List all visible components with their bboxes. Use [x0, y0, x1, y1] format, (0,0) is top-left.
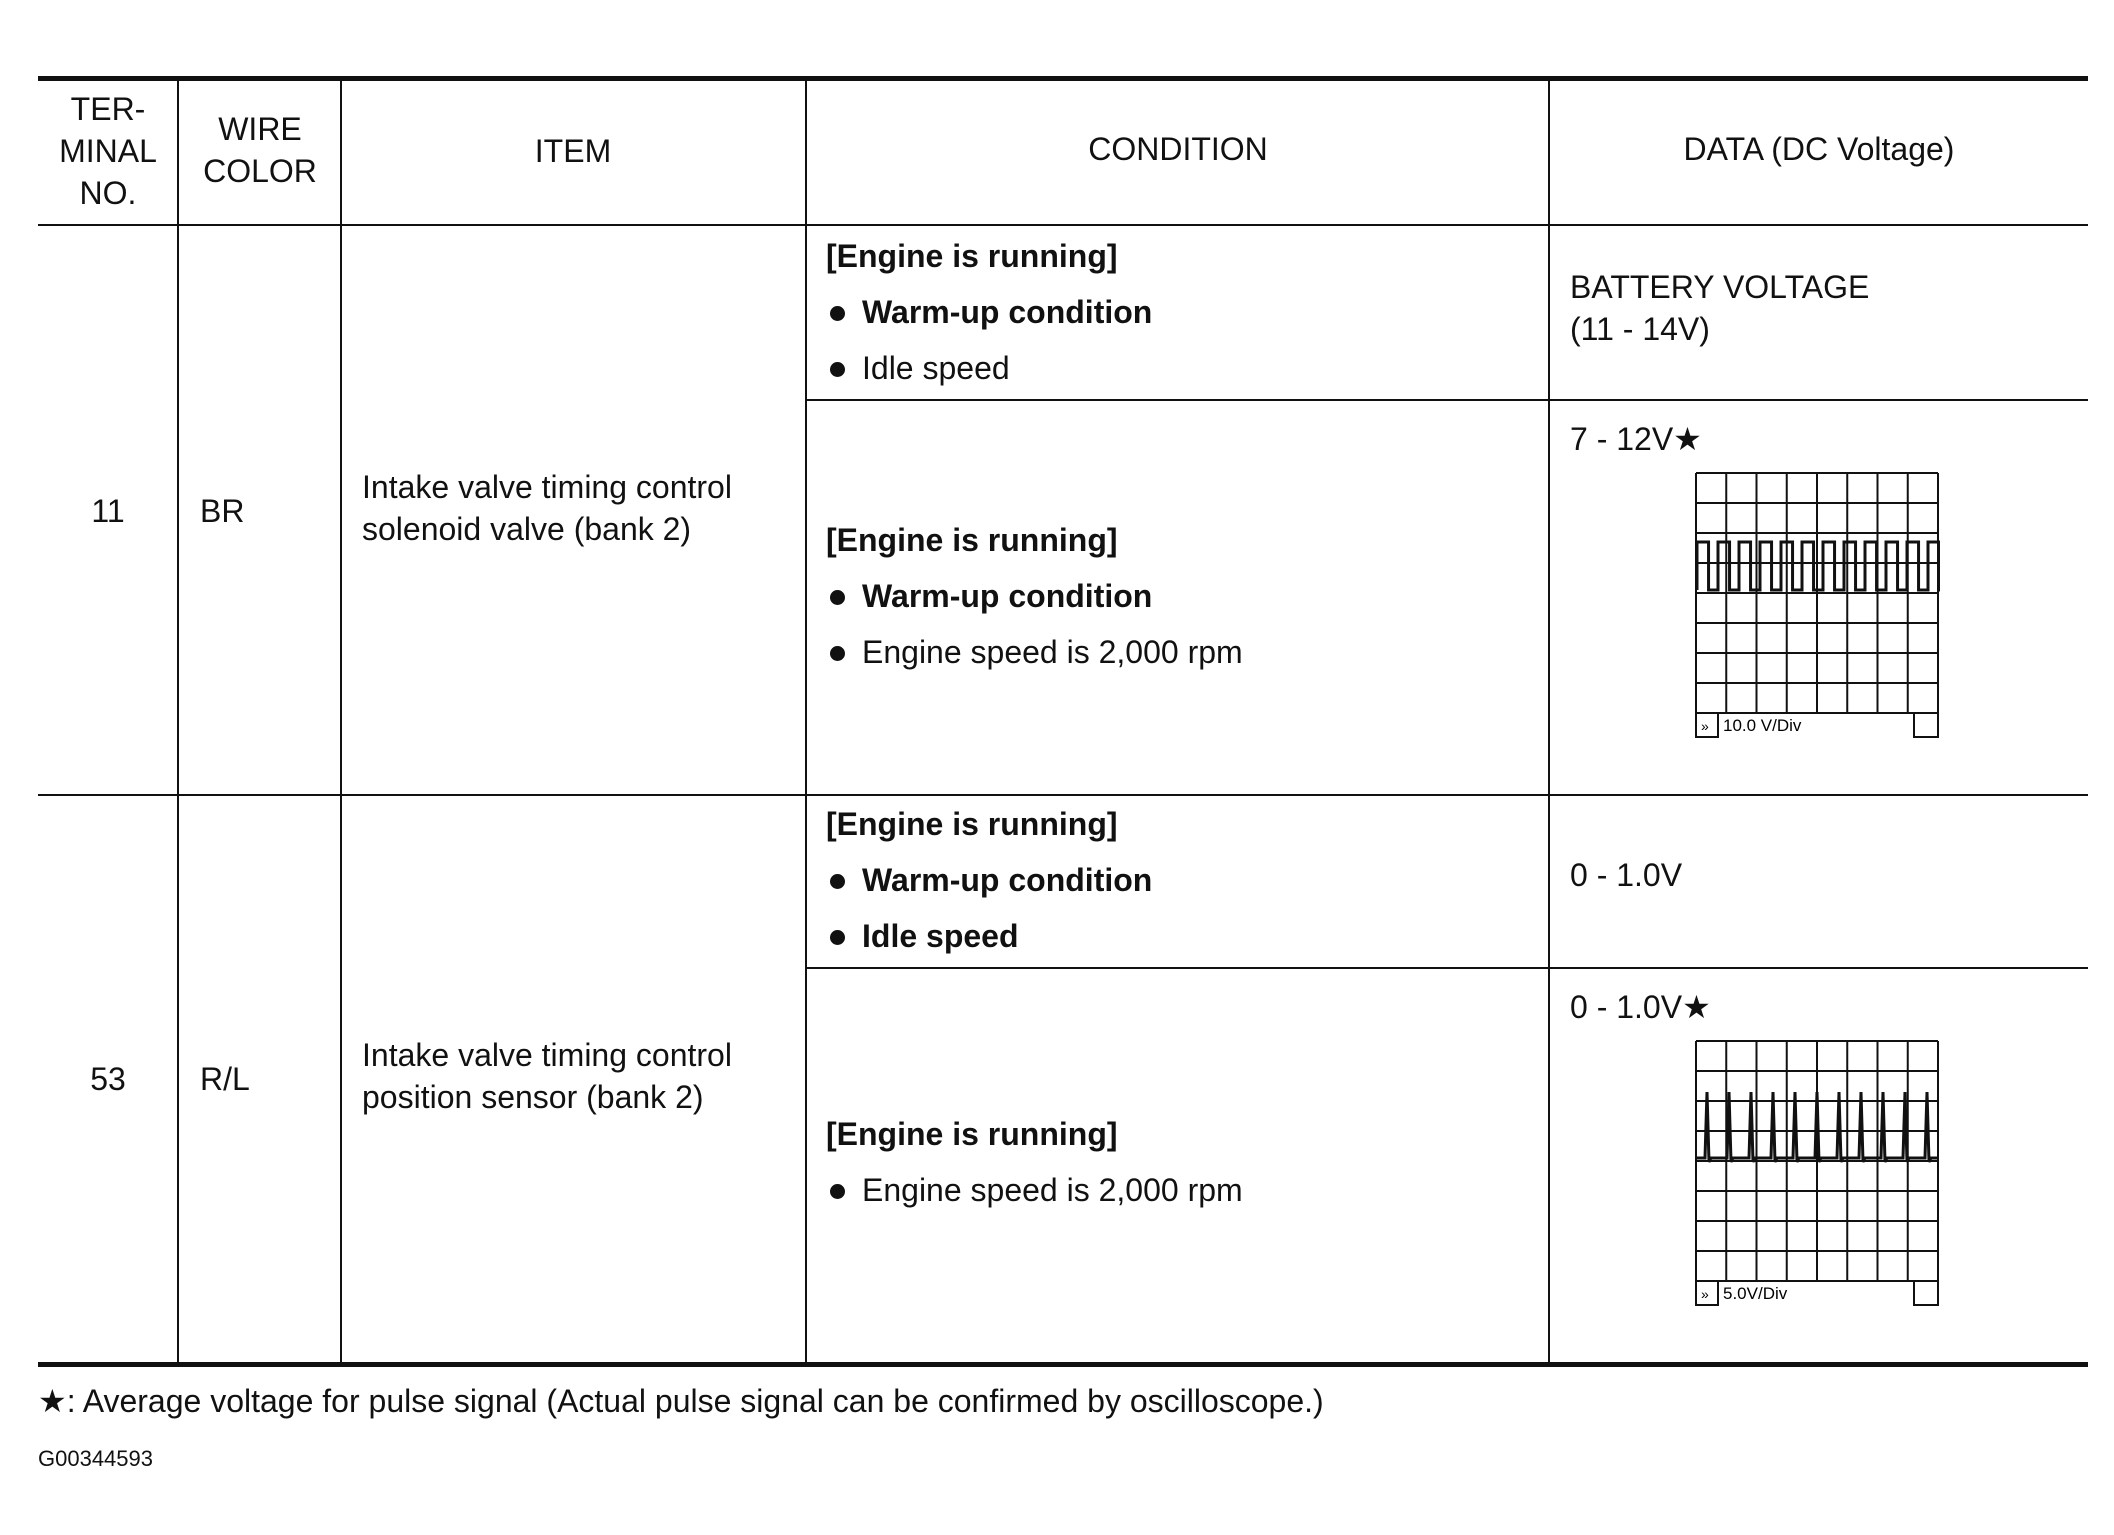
col-divider	[805, 80, 807, 1364]
col-divider	[340, 80, 342, 1364]
terminal-number: 53	[90, 1061, 126, 1097]
condition-bullet: Engine speed is 2,000 rpm	[826, 1162, 1243, 1218]
condition-bullet: Warm-up condition	[826, 568, 1243, 624]
condition-cell	[826, 228, 1152, 396]
wire-color: BR	[200, 493, 245, 529]
condition-cell	[826, 796, 1152, 964]
data-value: 7 - 12V★	[1570, 421, 1702, 457]
wire-color: R/L	[200, 1061, 250, 1097]
oscilloscope-waveform	[1695, 472, 1940, 738]
figure-code: G00344593	[38, 1446, 153, 1471]
scope-scale-label: 10.0 V/Div	[1723, 716, 1802, 735]
condition-cell	[826, 512, 1243, 680]
item-description: Intake valve timing control solenoid valve (bank 2)	[362, 469, 732, 547]
header-wire-color: WIRE COLOR	[203, 111, 317, 189]
condition-title: [Engine is running]	[826, 1116, 1118, 1152]
header-condition: CONDITION	[1088, 131, 1268, 167]
item-description: Intake valve timing control position sensor (bank 2)	[362, 1037, 732, 1115]
table-bottom-rule	[38, 1362, 2088, 1367]
col-divider	[177, 80, 179, 1364]
footnote: ★: Average voltage for pulse signal (Actual pulse signal can be confirmed by oscilloscope.)	[38, 1383, 1324, 1419]
condition-bullet: Warm-up condition	[826, 284, 1152, 340]
table-top-rule	[38, 76, 2088, 81]
header-item: ITEM	[534, 133, 612, 169]
condition-bullet: Engine speed is 2,000 rpm	[826, 624, 1243, 680]
data-value: 0 - 1.0V	[1570, 857, 1683, 893]
data-value: 0 - 1.0V★	[1570, 989, 1711, 1025]
condition-bullet: Idle speed	[826, 340, 1152, 396]
header-bottom-rule	[38, 224, 2088, 226]
scope-scale-label: 5.0V/Div	[1723, 1284, 1788, 1303]
condition-divider	[806, 967, 2088, 969]
condition-title: [Engine is running]	[826, 522, 1118, 558]
terminal-number: 11	[91, 493, 125, 529]
oscilloscope-waveform	[1695, 1040, 1940, 1306]
svg-text:»: »	[1701, 718, 1709, 734]
condition-bullet: Warm-up condition	[826, 852, 1152, 908]
col-divider	[1548, 80, 1550, 1364]
data-value: BATTERY VOLTAGE (11 - 14V)	[1570, 269, 1870, 347]
condition-bullet: Idle speed	[826, 908, 1152, 964]
svg-text:»: »	[1701, 1286, 1709, 1302]
header-terminal: TER- MINAL NO.	[59, 91, 157, 211]
header-data: DATA (DC Voltage)	[1683, 131, 1955, 167]
condition-divider	[806, 399, 2088, 401]
condition-title: [Engine is running]	[826, 806, 1118, 842]
condition-title: [Engine is running]	[826, 238, 1118, 274]
condition-cell	[826, 1106, 1243, 1218]
